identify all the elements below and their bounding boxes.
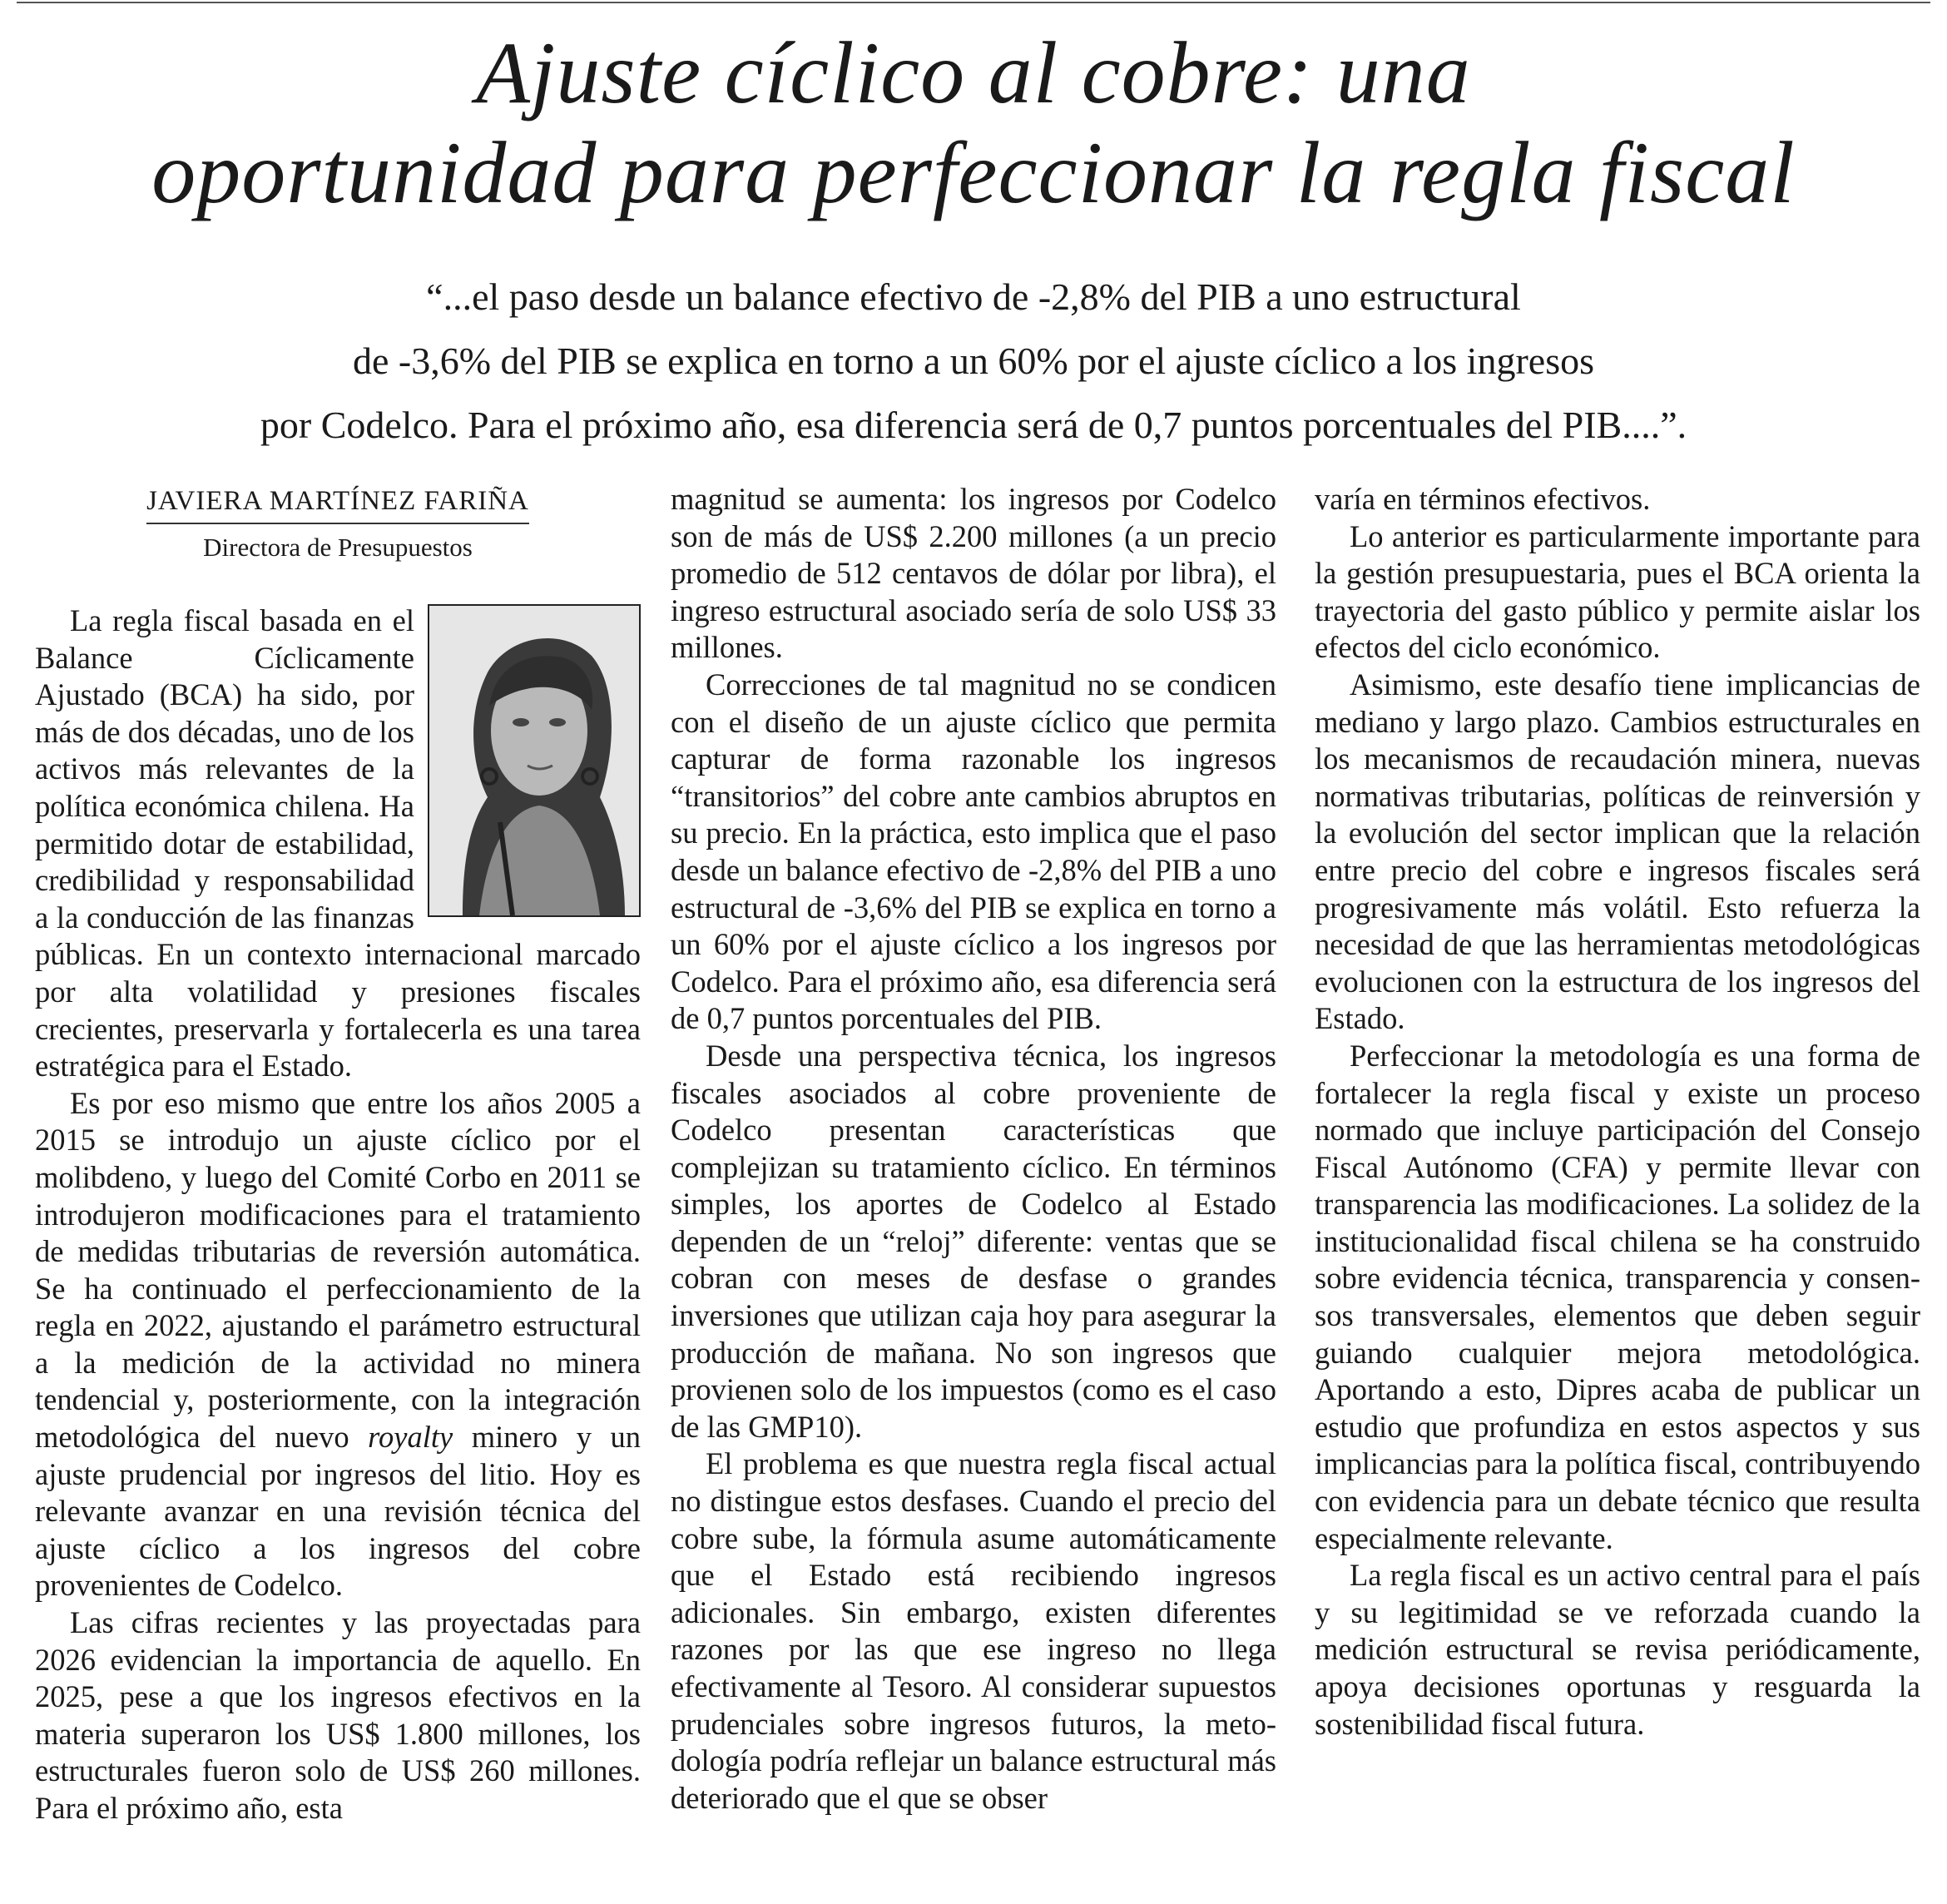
pull-quote-line-2: de -3,6% del PIB se explica en torno a un 60% por el ajuste cíclico a los ingresos: [352, 340, 1595, 382]
column-2: [671, 481, 1276, 1817]
headline-line-1: Ajuste cíclico al cobre: una: [476, 24, 1471, 121]
pull-quote-line-1: “...el paso desde un balance efectivo de -2,8% del PIB a uno estructural: [426, 275, 1521, 318]
paragraph-4: Correcciones de tal magnitud no se condicen con el diseño de un ajuste cíclico que permita capturar de forma razonable los ingresos “transitorios” del cobre ante cambios abruptos en su precio. En la práctica, esto implica que el paso desde un balance efectivo de -2,8% del PIB a uno estructural de -3,6% del PIB se explica en torno a un 60% por el ajuste cíclico a los ingresos por Codelco. Para el próximo año, esa diferencia será de 0,7 puntos porcentuales del PIB.: [671, 667, 1276, 1036]
paragraph-2: [35, 1085, 641, 1604]
paragraph-6-continued: varía en términos efectivos.: [1315, 482, 1651, 516]
paragraph-3-continued: magnitud se aumenta: los ingresos por Codelco son de más de US$ 2.200 millones (a un precio promedio de 512 centavos de dólar por libra), el ingreso estructural asociado sería de solo US$ 33 millones.: [671, 482, 1276, 665]
paragraph-5: Desde una perspectiva técnica, los ingresos fiscales asociados al cobre proveniente de Codelco presentan características que complejizan su tratamiento cíclico. En términos simples, los aportes de Codelco al Estado dependen de un “reloj” diferente: ventas que se cobran con meses de desfase o grandes inversiones que utilizan caja hoy para asegurar la producción de mañana. No son ingresos que provienen solo de los impuestos (como es el caso de las GMP10).: [671, 1038, 1276, 1444]
paragraph-3: Las cifras recientes y las proyectadas para 2026 evidencian la importancia de aquello. En 2025, pese a que los ingresos efectivos en la materia superaron los US$ 1.800 millones, los estructurales fueron solo de US$ 260 millones. Para el próximo año, esta: [35, 1605, 641, 1825]
author-photo: [428, 604, 641, 917]
paragraph-10: La regla fiscal es un activo central para el país y su legitimidad se ve reforzada cuando la medición estructural se revisa periódicamente, apoya decisiones oportunas y resguarda la sostenibilidad fiscal futura.: [1315, 1558, 1920, 1741]
column-1: [35, 481, 641, 1827]
paragraph-6: El problema es que nuestra regla fiscal actual no distingue estos desfases. Cuando el precio del cobre sube, la fórmula asume automáticamente que el Estado está recibiendo ingresos adicionales. Sin embargo, existen diferentes razones por las que ese ingreso no llega efectivamente al Tesoro. Al considerar supuestos prudenciales sobre ingresos futuros, la metodología podría reflejar un balance estructural más deteriorado que el que se obser: [671, 1446, 1276, 1815]
paragraph-9: Perfeccionar la metodología es una forma de fortalecer la regla fiscal y existe un proceso normado que incluye participación del Consejo Fiscal Autónomo (CFA) y permite llevar con transparencia las modificaciones. La solidez de la institucionalidad fiscal chilena se ha construido sobre evidencia técnica, transparencia y consensos transversales, elementos que deben seguir guiando cualquier mejora metodológica. Aportando a esto, Dipres acaba de publicar un estudio que profundiza en estos aspectos y sus implicancias para la política fiscal, contribuyendo con evidencia para un debate técnico que resulta especialmente relevante.: [1315, 1038, 1920, 1555]
paragraph-2-text-a: Es por eso mismo que entre los años 2005 a 2015 se introdujo un ajuste cíclico por el molibdeno, y luego del Comité Corbo en 2011 se introdujeron modificaciones para el tratamiento de medidas tributarias de reversión automática. Se ha continuado el perfeccionamiento de la regla en 2022, ajustando el parámetro estructural a la medición de la actividad no minera tendencial y, posteriormente, con la integración metodológica del nuevo: [35, 1085, 641, 1455]
headline: [25, 23, 1922, 223]
paragraph-7: Lo anterior es particularmente importante para la gestión presupuestaria, pues el BCA orienta la trayectoria del gasto público y permite aislar los efectos del ciclo económico.: [1315, 518, 1920, 665]
paragraph-2-text-b: minero y un ajuste prudencial por ingresos del litio. Hoy es relevante avanzar en una revisión técnica del ajuste cíclico a los ingresos del cobre provenientes de Codelco.: [35, 1420, 641, 1603]
paragraph-1: La regla fiscal basada en el Balance Cíclicamente Ajustado (BCA) ha sido, por más de dos décadas, uno de los activos más relevantes de la política económica chilena. Ha permitido dotar de estabilidad, credibilidad y responsabilidad a la conducción de las finanzas públicas. En un contexto internacional marcado por alta volatilidad y presiones fiscales crecientes, preservarla y fortalecerla es una tarea estratégica para el Estado.: [35, 603, 641, 1083]
author-role: Directora de Presupuestos: [203, 533, 473, 562]
pull-quote: [50, 265, 1897, 457]
portrait-image: [429, 606, 639, 915]
author-name: JAVIERA MARTÍNEZ FARIÑA: [146, 484, 529, 524]
byline: [35, 481, 641, 564]
paragraph-2-italic: royalty: [368, 1420, 453, 1455]
column-3: [1315, 481, 1920, 1743]
headline-line-2: oportunidad para perfeccionar la regla fiscal: [151, 124, 1796, 221]
pull-quote-line-3: por Codelco. Para el próximo año, esa diferencia será de 0,7 puntos porcentuales del PIB....”.: [260, 404, 1687, 446]
paragraph-8: Asimismo, este desafío tiene implicancias de mediano y largo plazo. Cambios estructurales en los mecanismos de recaudación minera, nuevas normativas tributarias, políticas de reinversión y la evolución del sector implican que la relación entre precio del cobre e ingresos fiscales será progresivamente más volátil. Esto refuerza la necesidad de que las herramientas metodológicas evolucionen con la estructura de los ingresos del Estado.: [1315, 667, 1920, 1036]
top-rule: [17, 2, 1930, 3]
